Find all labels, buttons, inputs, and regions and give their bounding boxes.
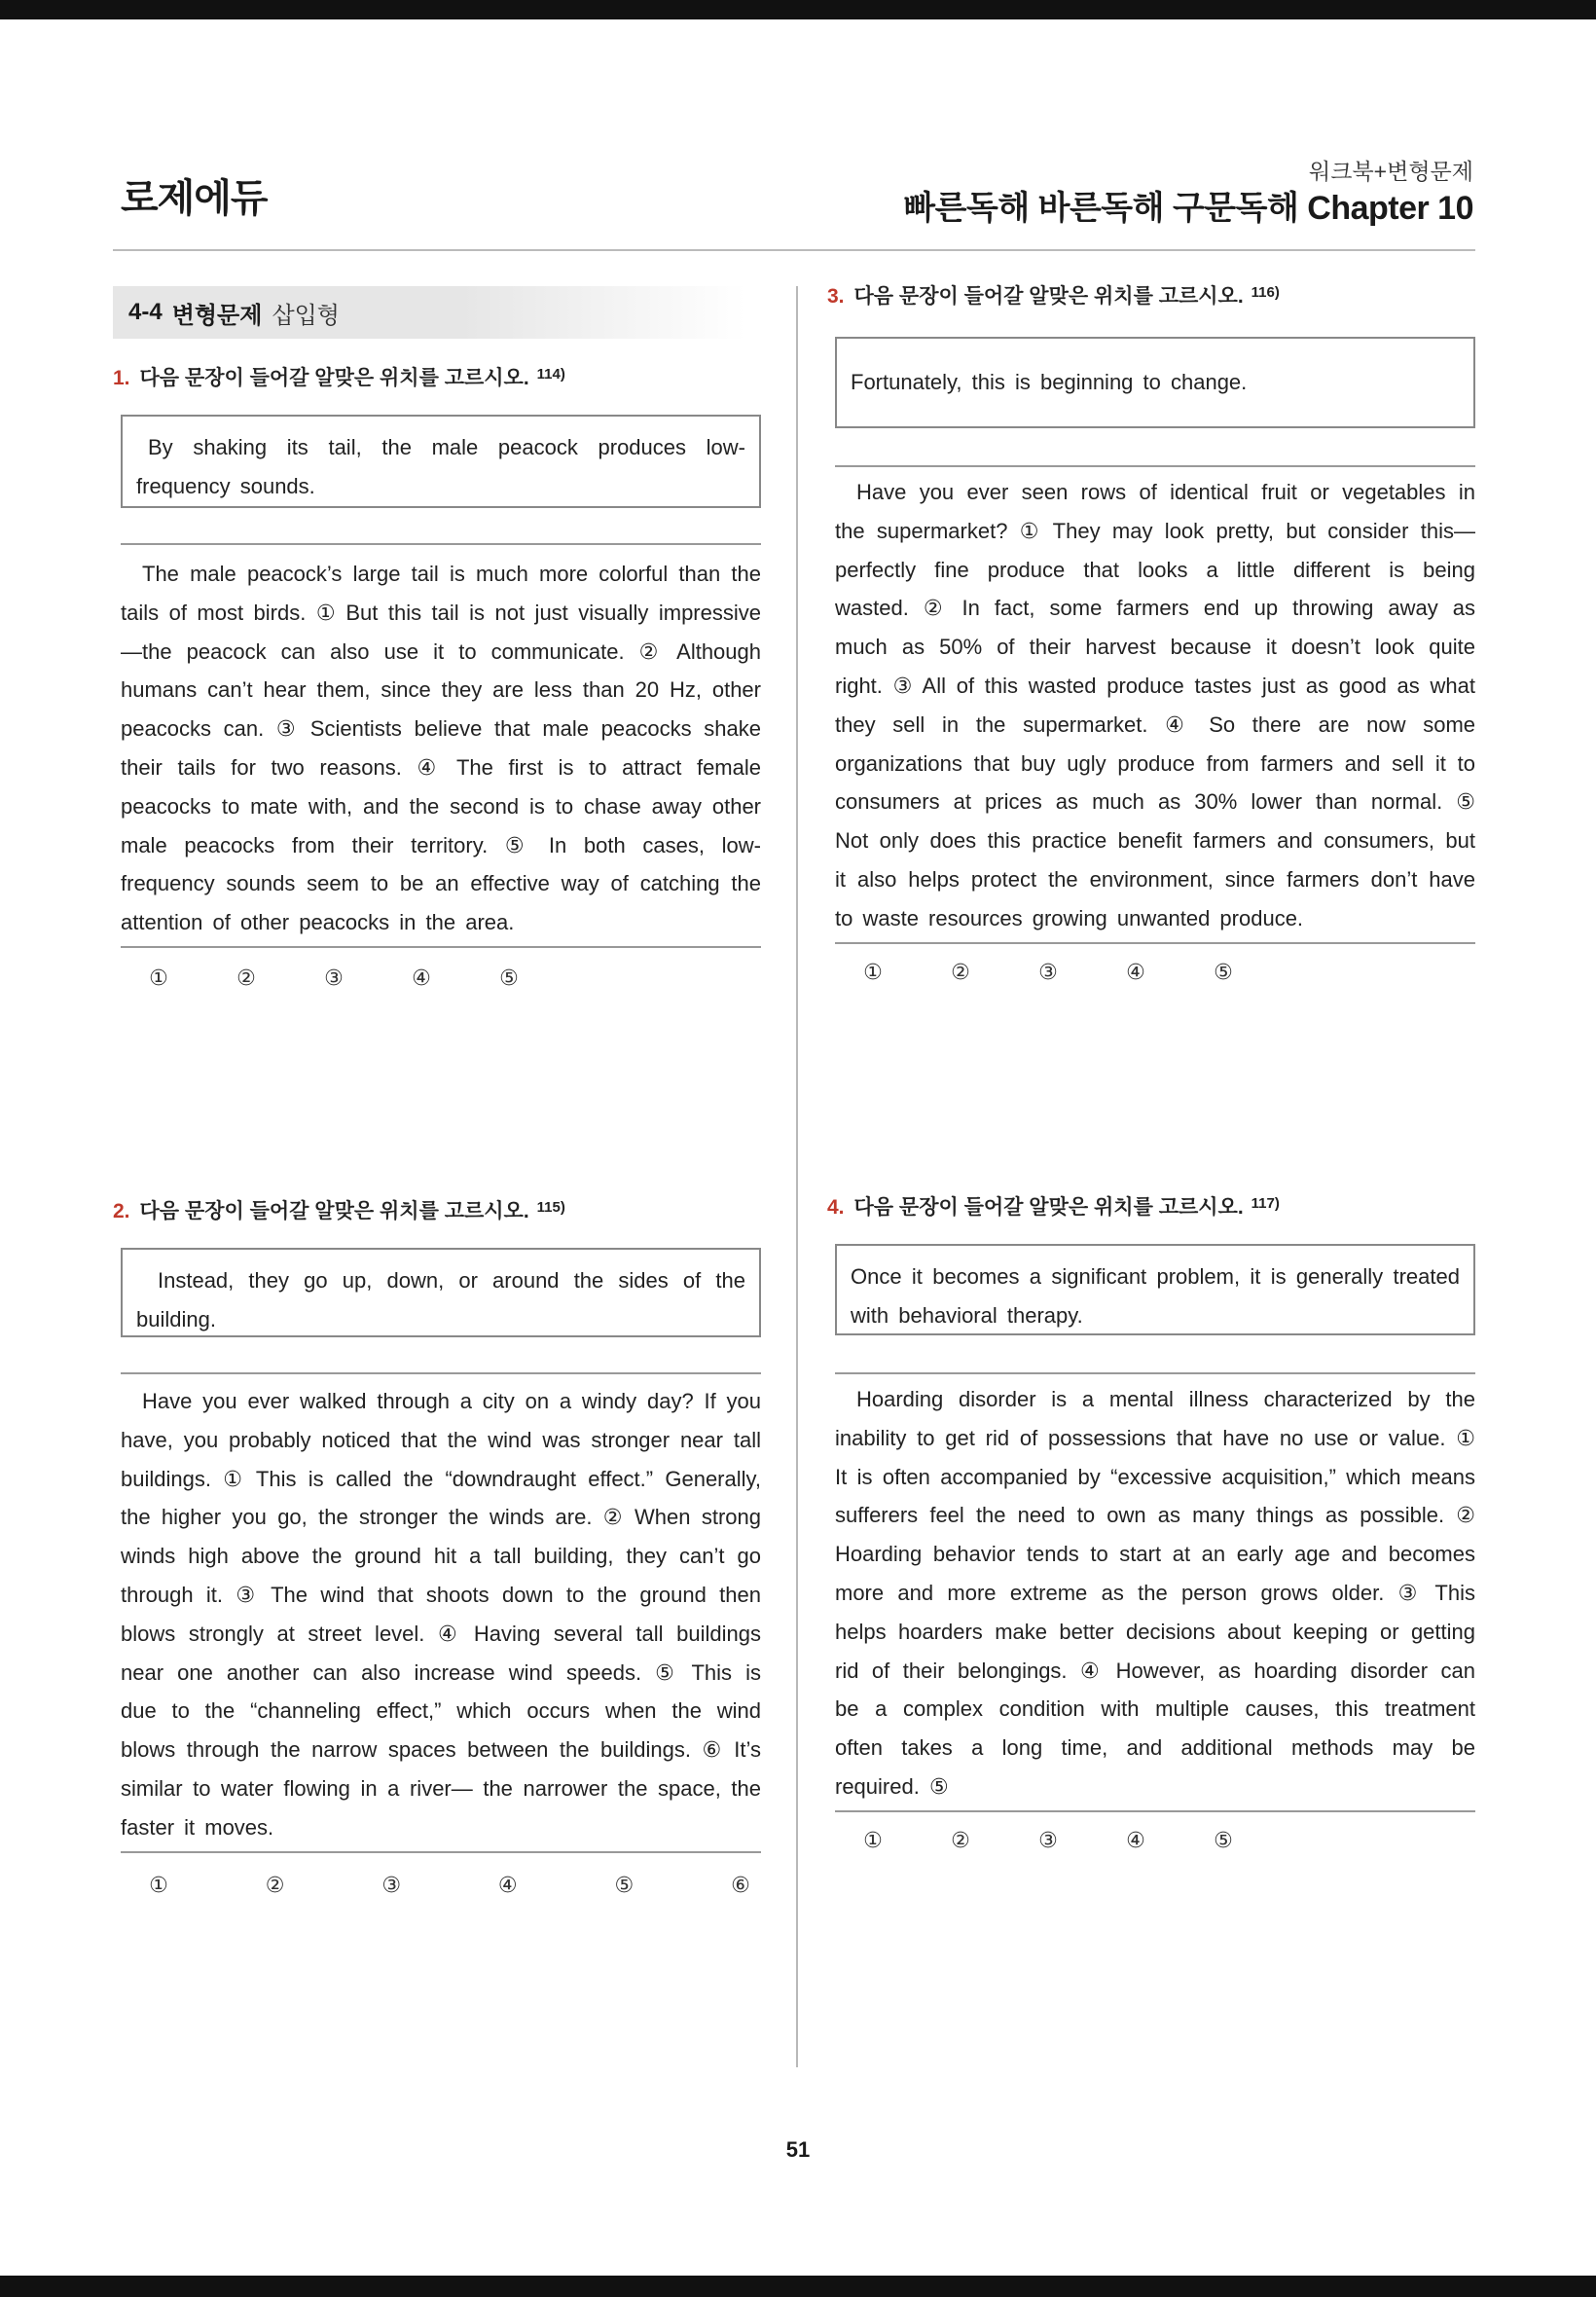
insert-sentence: By shaking its tail, the male peacock produces low-frequency sounds. (136, 435, 745, 498)
passage-top-rule (121, 1372, 761, 1374)
header-divider (113, 249, 1475, 251)
choice-3[interactable]: ③ (1038, 959, 1058, 984)
page-header (903, 156, 1473, 230)
bottom-border (0, 2276, 1596, 2297)
choice-3[interactable]: ③ (1038, 1827, 1058, 1852)
choice-4[interactable]: ④ (1126, 959, 1145, 984)
passage-bottom-rule (121, 946, 761, 948)
passage-bottom-rule (835, 942, 1475, 944)
section-id: 4-4 (128, 299, 163, 325)
question-4 (827, 1191, 1475, 1853)
question-number: 4. (827, 1196, 845, 1219)
question-number: 2. (113, 1200, 130, 1222)
top-border (0, 0, 1596, 19)
question-3 (827, 280, 1475, 985)
question-header (113, 1195, 761, 1228)
choice-3[interactable]: ③ (381, 1872, 402, 1897)
choice-5[interactable]: ⑤ (1214, 1827, 1233, 1852)
footnote-ref: 114) (536, 366, 565, 383)
choice-1[interactable]: ① (863, 959, 883, 984)
answer-choices (858, 1828, 1238, 1853)
choice-1[interactable]: ① (863, 1827, 883, 1852)
column-divider (796, 286, 798, 2067)
passage-bottom-rule (835, 1810, 1475, 1812)
choice-2[interactable]: ② (951, 959, 970, 984)
passage-bottom-rule (121, 1851, 761, 1853)
question-number: 3. (827, 285, 845, 308)
insert-sentence: Once it becomes a significant problem, it is generally treated with behavioral therapy. (851, 1264, 1460, 1328)
answer-choices (858, 960, 1238, 985)
passage-text: The male peacock’s large tail is much more colorful than the tails of most birds. ① But this tail is not just visually impressive—the peacock can also use it to communicate. ② Although humans can’t hear them, since they are less than 20 Hz, other peacocks can. ③ Scientists believe that male peacocks shake their tails for two reasons. ④ The first is to attract female peacocks to mate with, and the second is to chase away other male peacocks from their territory. ⑤ In both cases, low-frequency sounds seem to be an effective way of catching the attention of other peacocks in the area. (121, 562, 761, 935)
question-prompt: 다음 문장이 들어갈 알맞은 위치를 고르시오. (139, 1200, 529, 1222)
passage-text: Have you ever seen rows of identical fruit or vegetables in the supermarket? ① They may look pretty, but consider this—perfectly fine produce that looks a little different is being wasted. ② In fact, some farmers end up throwing away as much as 50% of their harvest because it doesn’t look quite right. ③ All of this wasted produce tastes just as good as what they sell in the supermarket. ④ So there are now some organizations that buy ugly produce from farmers and sell it to consumers at prices as much as 30% lower than normal. ⑤ Not only does this practice benefit farmers and consumers, but it also helps protect the environment, since farmers don’t have to waste resources growing unwanted produce. (835, 480, 1475, 930)
section-name: 변형문제 (171, 302, 263, 329)
question-prompt: 다음 문장이 들어갈 알맞은 위치를 고르시오. (139, 367, 529, 389)
page-number: 51 (785, 2137, 811, 2162)
question-1 (113, 362, 761, 991)
choice-2[interactable]: ② (236, 965, 256, 990)
passage-text: Hoarding disorder is a mental illness characterized by the inability to get rid of possessions that have no use or value. ① It is often accompanied by “excessive acquisition,” which means sufferers feel the need to own as many things as possible. ② Hoarding behavior tends to start at an early age and becomes more and more extreme as the person grows older. ③ This helps hoarders make better decisions about keeping or getting rid of their belongings. ④ However, as hoarding disorder can be a complex condition with multiple causes, this treatment often takes a long time, and additional methods may be required. ⑤ (835, 1387, 1475, 1799)
answer-choices (144, 966, 524, 991)
choice-1[interactable]: ① (149, 965, 168, 990)
header-title: 빠른독해 바른독해 구문독해 Chapter 10 (903, 190, 1473, 227)
passage-top-rule (835, 465, 1475, 467)
choice-5[interactable]: ⑤ (499, 965, 519, 990)
question-header (827, 1191, 1475, 1224)
insert-sentence: Fortunately, this is beginning to change. (851, 370, 1248, 394)
question-2 (113, 1195, 761, 1898)
choice-4[interactable]: ④ (412, 965, 431, 990)
insert-sentence: Instead, they go up, down, or around the sides of the building. (136, 1268, 745, 1331)
footnote-ref: 115) (536, 1199, 565, 1216)
insert-sentence-box (835, 1244, 1475, 1335)
insert-sentence-box (121, 415, 761, 508)
question-number: 1. (113, 367, 130, 389)
choice-2[interactable]: ② (951, 1827, 970, 1852)
choice-5[interactable]: ⑤ (614, 1872, 635, 1897)
question-prompt: 다음 문장이 들어갈 알맞은 위치를 고르시오. (853, 1196, 1244, 1219)
insert-sentence-box (121, 1248, 761, 1337)
choice-2[interactable]: ② (265, 1872, 285, 1897)
header-subtitle: 워크북+변형문제 (1309, 159, 1473, 184)
question-header (113, 362, 761, 395)
passage-top-rule (835, 1372, 1475, 1374)
section-heading (113, 286, 745, 339)
choice-4[interactable]: ④ (497, 1872, 518, 1897)
choice-1[interactable]: ① (149, 1872, 168, 1897)
footnote-ref: 117) (1251, 1195, 1280, 1212)
insert-sentence-box (835, 337, 1475, 428)
passage-top-rule (121, 543, 761, 545)
section-type: 삽입형 (272, 302, 340, 329)
choice-5[interactable]: ⑤ (1214, 959, 1233, 984)
answer-choices (144, 1873, 755, 1898)
choice-4[interactable]: ④ (1126, 1827, 1145, 1852)
question-prompt: 다음 문장이 들어갈 알맞은 위치를 고르시오. (853, 285, 1244, 308)
choice-3[interactable]: ③ (324, 965, 344, 990)
brand-logo: 로제에듀 (121, 177, 268, 220)
choice-6[interactable]: ⑥ (731, 1872, 750, 1897)
footnote-ref: 116) (1251, 284, 1280, 301)
question-header (827, 280, 1475, 313)
passage-text: Have you ever walked through a city on a windy day? If you have, you probably noticed that the wind was stronger near tall buildings. ① This is called the “downdraught effect.” Generally, the higher you go, the stronger the winds are. ② When strong winds high above the ground hit a tall building, they can’t go through it. ③ The wind that shoots down to the ground then blows strongly at street level. ④ Having several tall buildings near one another can also increase wind speeds. ⑤ This is due to the “channeling effect,” which occurs when the wind blows through the narrow spaces between the buildings. ⑥ It’s similar to water flowing in a river— the narrower the space, the faster it moves. (121, 1389, 761, 1840)
